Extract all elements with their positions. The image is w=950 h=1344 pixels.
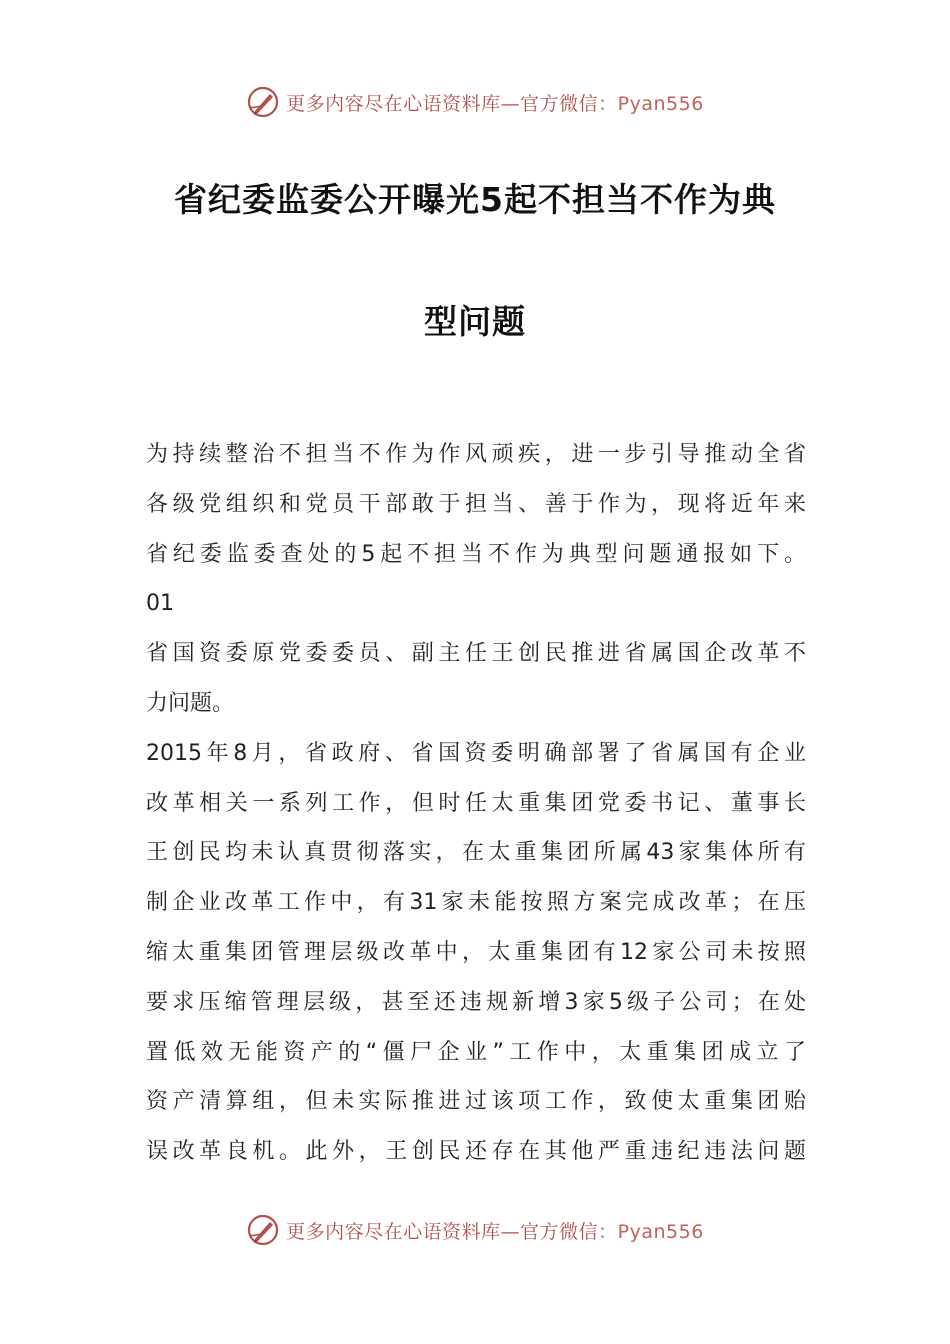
body-line: 2015年8月，省政府、省国资委明确部署了省属国有企业 <box>146 740 806 766</box>
body-line: 置低效无能资产的“僵尸企业”工作中，太重集团成立了 <box>146 1039 806 1065</box>
body-line: 力问题。 <box>146 690 235 716</box>
body-line: 王创民均未认真贯彻落实，在太重集团所属43家集体所有 <box>146 840 806 866</box>
watermark-handle: Pyan556 <box>617 1220 704 1243</box>
body-line: 资产清算组，但未实际推进过该项工作，致使太重集团贻 <box>146 1089 806 1115</box>
watermark-text: 更多内容尽在心语资料库—官方微信： <box>286 1220 618 1243</box>
watermark-banner-bottom <box>0 1210 950 1250</box>
body-line: 省国资委原党委委员、副主任王创民推进省属国企改革不 <box>146 641 806 667</box>
body-line: 省纪委监委查处的5起不担当不作为典型问题通报如下。 <box>146 541 806 567</box>
document-title-line-2: 型问题 <box>424 302 526 341</box>
document-title-line-1: 省纪委监委公开曝光5起不担当不作为典 <box>174 180 776 219</box>
body-line: 缩太重集团管理层级改革中，太重集团有12家公司未按照 <box>146 939 806 965</box>
body-line: 改革相关一系列工作，但时任太重集团党委书记、董事长 <box>146 790 806 816</box>
pen-logo-icon <box>246 1213 280 1247</box>
body-line: 为持续整治不担当不作为作风顽疾，进一步引导推动全省 <box>146 442 806 467</box>
document-body <box>146 430 806 1177</box>
watermark-banner-top <box>0 82 950 122</box>
body-line: 要求压缩管理层级，甚至还违规新增3家5级子公司；在处 <box>146 989 806 1015</box>
body-line: 制企业改革工作中，有31家未能按照方案完成改革；在压 <box>146 890 806 916</box>
watermark-handle: Pyan556 <box>617 92 704 115</box>
body-line: 各级党组织和党员干部敢于担当、善于作为，现将近年来 <box>146 491 806 517</box>
pen-logo-icon <box>246 85 280 119</box>
watermark-text: 更多内容尽在心语资料库—官方微信： <box>286 92 618 115</box>
section-number: 01 <box>146 591 174 617</box>
body-line: 误改革良机。此外，王创民还存在其他严重违纪违法问题 <box>146 1139 806 1165</box>
